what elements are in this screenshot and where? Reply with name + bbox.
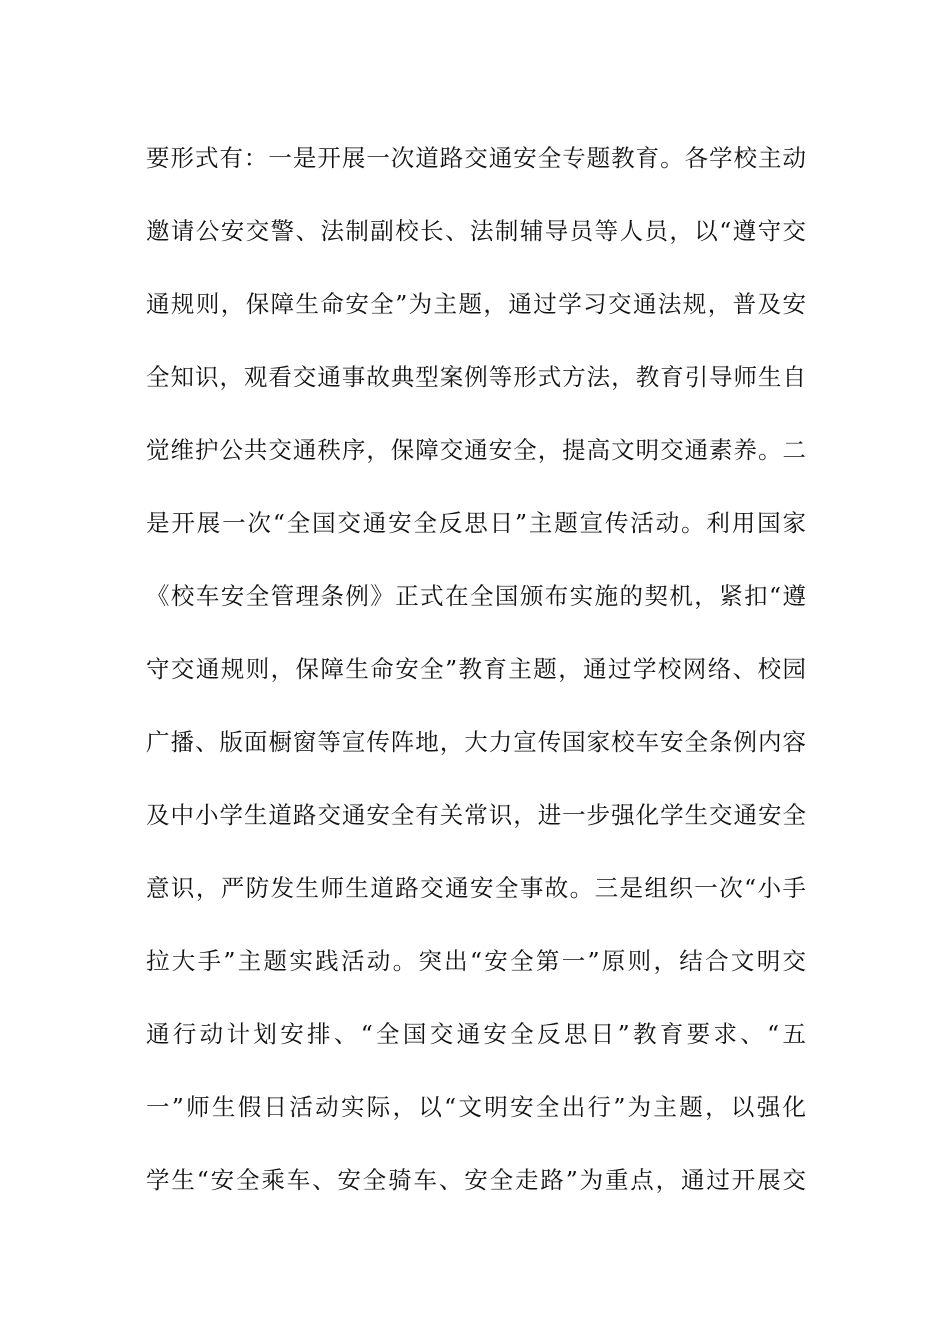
text-line: 学生“安全乘车、安全骑车、安全走路”为重点，通过开展交 xyxy=(146,1166,806,1194)
text-line: 觉维护公共交通秩序，保障交通安全，提高文明交通素养。二 xyxy=(146,436,806,464)
text-line: 一”师生假日活动实际，以“文明安全出行”为主题，以强化 xyxy=(146,1093,806,1121)
text-line: 《校车安全管理条例》正式在全国颁布实施的契机，紧扣“遵 xyxy=(146,582,806,610)
text-line: 拉大手”主题实践活动。突出“安全第一”原则，结合文明交 xyxy=(146,947,806,975)
text-line: 邀请公安交警、法制副校长、法制辅导员等人员，以“遵守交 xyxy=(146,217,806,245)
body-text xyxy=(146,132,806,1206)
text-line: 要形式有：一是开展一次道路交通安全专题教育。各学校主动 xyxy=(146,144,806,172)
text-line: 通行动计划安排、“全国交通安全反思日”教育要求、“五 xyxy=(146,1020,806,1048)
text-line: 及中小学生道路交通安全有关常识，进一步强化学生交通安全 xyxy=(146,801,806,829)
text-line: 是开展一次“全国交通安全反思日”主题宣传活动。利用国家 xyxy=(146,509,806,537)
text-line: 意识，严防发生师生道路交通安全事故。三是组织一次“小手 xyxy=(146,874,806,902)
text-line: 广播、版面橱窗等宣传阵地，大力宣传国家校车安全条例内容 xyxy=(146,728,806,756)
text-line: 通规则，保障生命安全”为主题，通过学习交通法规，普及安 xyxy=(146,290,806,318)
text-line: 全知识，观看交通事故典型案例等形式方法，教育引导师生自 xyxy=(146,363,806,391)
text-line: 守交通规则，保障生命安全”教育主题，通过学校网络、校园 xyxy=(146,655,806,683)
